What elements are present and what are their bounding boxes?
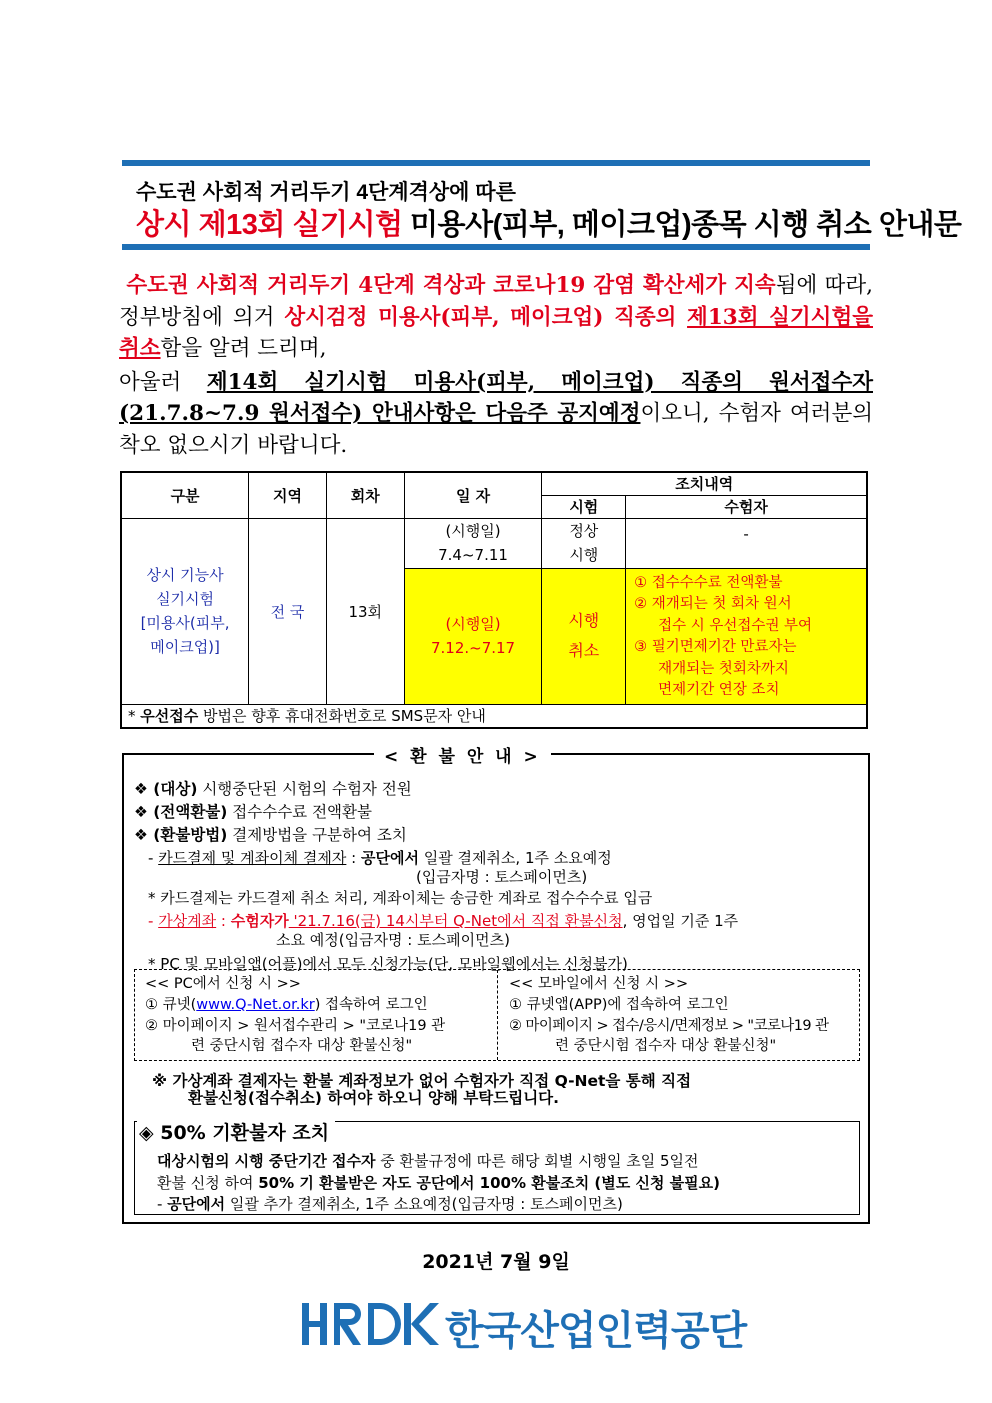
pc-guide xyxy=(135,970,498,1060)
title-rest-part: 미용사(피부, 메이크업)종목 시행 취소 안내문 xyxy=(402,209,962,241)
bullet-head: ❖ (전액환불) xyxy=(134,803,228,821)
title-red-part: 상시 제13회 실기시험 xyxy=(136,209,403,241)
title-line-2 xyxy=(136,202,961,243)
card-note: * 카드결제는 카드결제 취소 처리, 계좌이체는 송금한 계좌로 접수수수료 입금 xyxy=(148,889,653,907)
mobile-guide-step-1: ① 큐넷앱(APP)에 접속하여 로그인 xyxy=(509,997,729,1013)
virtual-account-warning xyxy=(144,1073,864,1107)
candidate-item: ③ 필기면제기간 만료자는 xyxy=(634,639,797,655)
normal-exam-line: 정상 xyxy=(569,522,599,540)
header-exam: 시험 xyxy=(542,495,626,518)
virtual-rest: '21.7.16(금) 14시부터 Q-Net에서 직접 환불신청 xyxy=(288,912,623,930)
issue-date: 2021년 7월 9일 xyxy=(422,1251,570,1273)
intro-red-2: 상시검정 미용사(피부, 메이크업) 직종의 xyxy=(284,304,688,330)
intro-red-3: 제13회 실기시험을 취소 xyxy=(119,304,873,361)
device-note: * PC 및 모바일앱(어플)에서 모두 신청가능(단, 모바일웹에서는 신청불가) xyxy=(148,955,628,973)
half-l2-bold: 50% 기 환불받은 자도 공단에서 100% 환불조치 xyxy=(258,1174,590,1192)
intro-text-4: 이오니, 수험자 여러분의 착오 없으시기 바랍니다. xyxy=(119,401,873,458)
half-refund-box xyxy=(134,1121,860,1215)
round-cell: 13회 xyxy=(326,518,404,704)
virtual-underlined: 가상계좌 xyxy=(158,912,217,930)
intro-text-1: 됨에 따라, 정부방침에 의거 xyxy=(119,273,873,330)
normal-exam-line: 시행 xyxy=(569,546,599,564)
refund-bullet-full xyxy=(134,800,372,822)
mobile-guide xyxy=(499,970,859,1060)
card-colon: : xyxy=(346,849,361,867)
schedule-table xyxy=(120,471,868,729)
note-bold: 우선접수 xyxy=(140,707,199,726)
cancel-candidate-cell xyxy=(626,568,867,704)
organization-name: 한국산업인력공단 xyxy=(445,1309,747,1353)
header-date: 일 자 xyxy=(404,472,542,518)
title-top-rule xyxy=(122,160,870,166)
intro-paragraph-1 xyxy=(119,270,873,365)
pc-guide-step-1 xyxy=(145,993,428,1014)
half-l1-bold: 대상시험의 시행 중단기간 접수자 xyxy=(157,1152,376,1170)
normal-date-value: 7.4~7.11 xyxy=(438,546,508,564)
intro-text-3: 아울러 xyxy=(119,369,207,395)
candidate-item: 접수 시 우선접수권 부여 xyxy=(658,617,813,634)
virtual-account-line xyxy=(148,910,738,931)
category-line: 상시 기능사 xyxy=(146,566,224,584)
bullet-text: 접수수수료 전액환불 xyxy=(227,803,372,821)
mobile-guide-step-2: ② 마이페이지 > 접수/응시/면제정보 > "코로나19 관 xyxy=(509,1018,829,1034)
warning-line-2: 환불신청(접수취소) 하여야 하오니 양해 부탁드립니다. xyxy=(188,1089,560,1107)
bullet-head: ❖ (환불방법) xyxy=(134,826,228,844)
refund-title: < 환 불 안 내 > xyxy=(374,742,551,767)
virtual-tail: , 영업일 기준 1주 xyxy=(622,912,739,930)
cancel-date-value: 7.12.~7.17 xyxy=(430,639,516,657)
half-l3-rest: 일괄 추가 결제취소, 1주 소요예정(입금자명 : 토스페이먼츠) xyxy=(225,1195,623,1213)
virtual-dash: - xyxy=(148,912,159,930)
cancel-exam-line: 시행 xyxy=(568,611,600,630)
card-underlined: 카드결제 및 계좌이체 결제자 xyxy=(158,849,347,867)
intro-red-1: 수도권 사회적 거리두기 4단계 격상과 코로나19 감염 확산세가 지속 xyxy=(126,273,776,298)
card-payee: (입금자명 : 토스페이먼츠) xyxy=(416,868,588,886)
half-l3-bold: 공단에서 xyxy=(167,1195,226,1213)
note-star: * xyxy=(128,707,141,726)
bullet-head: ❖ (대상) xyxy=(134,780,198,798)
header-candidate: 수험자 xyxy=(626,495,867,518)
bullet-text: 결제방법을 구분하여 조치 xyxy=(227,826,407,844)
intro-text-2: 함을 알려 드리며, xyxy=(160,336,327,361)
category-line: 실기시험 xyxy=(156,590,215,608)
header-region: 지역 xyxy=(249,472,327,518)
refund-box xyxy=(122,747,870,1224)
half-l1-rest: 중 환불규정에 따른 해당 회별 시행일 초일 5일전 xyxy=(375,1152,699,1170)
title-block xyxy=(122,160,962,250)
normal-date-cell xyxy=(404,518,542,568)
title-line-1: 수도권 사회적 거리두기 4단계격상에 따른 xyxy=(136,181,516,204)
half-refund-heading: ◈ 50% 기환불자 조치 xyxy=(137,1118,335,1145)
cancel-exam-line: 취소 xyxy=(568,641,600,660)
candidate-item: ② 재개되는 첫 회차 원서 xyxy=(634,596,792,612)
intro-underlined: 제14회 실기시험 미용사(피부, 메이크업) 직종의 원서접수자 (21.7.8~7.9 원서접수) 안내사항은 다음주 공지예정 xyxy=(119,369,873,426)
title-bottom-rule xyxy=(122,244,870,250)
normal-candidate-cell: - xyxy=(626,518,867,568)
cancel-exam-cell xyxy=(542,568,626,704)
pc-step1-post: ) 접속하여 로그인 xyxy=(314,997,428,1013)
half-l2-post: (별도 신청 불필요) xyxy=(589,1174,720,1192)
intro-text xyxy=(119,270,873,461)
pc-guide-step-2: ② 마이페이지 > 원서접수관리 > "코로나19 관 xyxy=(145,1018,446,1034)
mobile-guide-head: << 모바일에서 신청 시 >> xyxy=(509,976,689,992)
category-line: [미용사(피부, xyxy=(140,614,230,632)
candidate-item: ① 접수수수료 전액환불 xyxy=(634,574,783,591)
qnet-link[interactable]: www.Q-Net.or.kr xyxy=(196,997,315,1013)
hrdk-logo-mark xyxy=(300,1297,440,1351)
note-rest: 방법은 향후 휴대전화번호로 SMS문자 안내 xyxy=(198,707,486,726)
pc-guide-step-2b: 련 중단시험 접수자 대상 환불신청" xyxy=(191,1038,413,1054)
virtual-account-line-2: 소요 예정(입금자명 : 토스페이먼츠) xyxy=(276,931,510,949)
header-round: 회차 xyxy=(326,472,404,518)
candidate-item: 면제기간 연장 조치 xyxy=(658,682,780,698)
warning-line-1: ※ 가상계좌 결제자는 환불 계좌정보가 없어 수험자가 직접 Q-Net을 통해 직접 xyxy=(152,1072,692,1090)
application-guide xyxy=(134,969,860,1061)
half-refund-line-2 xyxy=(157,1172,720,1193)
card-payment-line xyxy=(148,847,612,868)
virtual-bold: 수험자가 xyxy=(230,912,289,930)
table-note xyxy=(121,704,867,728)
bullet-text: 시행중단된 시험의 수험자 전원 xyxy=(197,780,412,798)
normal-date-label: (시행일) xyxy=(445,522,501,540)
pc-guide-head: << PC에서 신청 시 >> xyxy=(145,976,301,992)
refund-bullet-target xyxy=(134,777,412,799)
intro-paragraph-2 xyxy=(119,367,873,462)
refund-bullet-method xyxy=(134,823,407,845)
category-line: 메이크업)] xyxy=(150,638,220,656)
cancel-date-cell xyxy=(404,568,542,704)
hrdk-logo xyxy=(300,1297,747,1353)
half-l2-pre: 환불 신청 하여 xyxy=(157,1174,259,1192)
virtual-colon: : xyxy=(216,912,231,930)
half-l3-pre: - xyxy=(157,1195,168,1213)
candidate-item: 재개되는 첫회차까지 xyxy=(658,660,789,677)
header-action: 조치내역 xyxy=(542,472,867,495)
header-category: 구분 xyxy=(121,472,249,518)
card-rest: 일괄 결제취소, 1주 소요예정 xyxy=(418,849,612,867)
half-refund-line-1 xyxy=(157,1150,699,1171)
half-refund-line-3 xyxy=(157,1193,623,1214)
mobile-guide-step-2b: 련 중단시험 접수자 대상 환불신청" xyxy=(555,1038,777,1054)
card-dash: - xyxy=(148,849,159,867)
cancel-date-label: (시행일) xyxy=(445,615,501,633)
normal-exam-cell xyxy=(542,518,626,568)
card-bold: 공단에서 xyxy=(360,849,419,867)
pc-step1-pre: ① 큐넷( xyxy=(145,997,197,1013)
region-cell: 전 국 xyxy=(249,518,327,704)
category-cell xyxy=(121,518,249,704)
